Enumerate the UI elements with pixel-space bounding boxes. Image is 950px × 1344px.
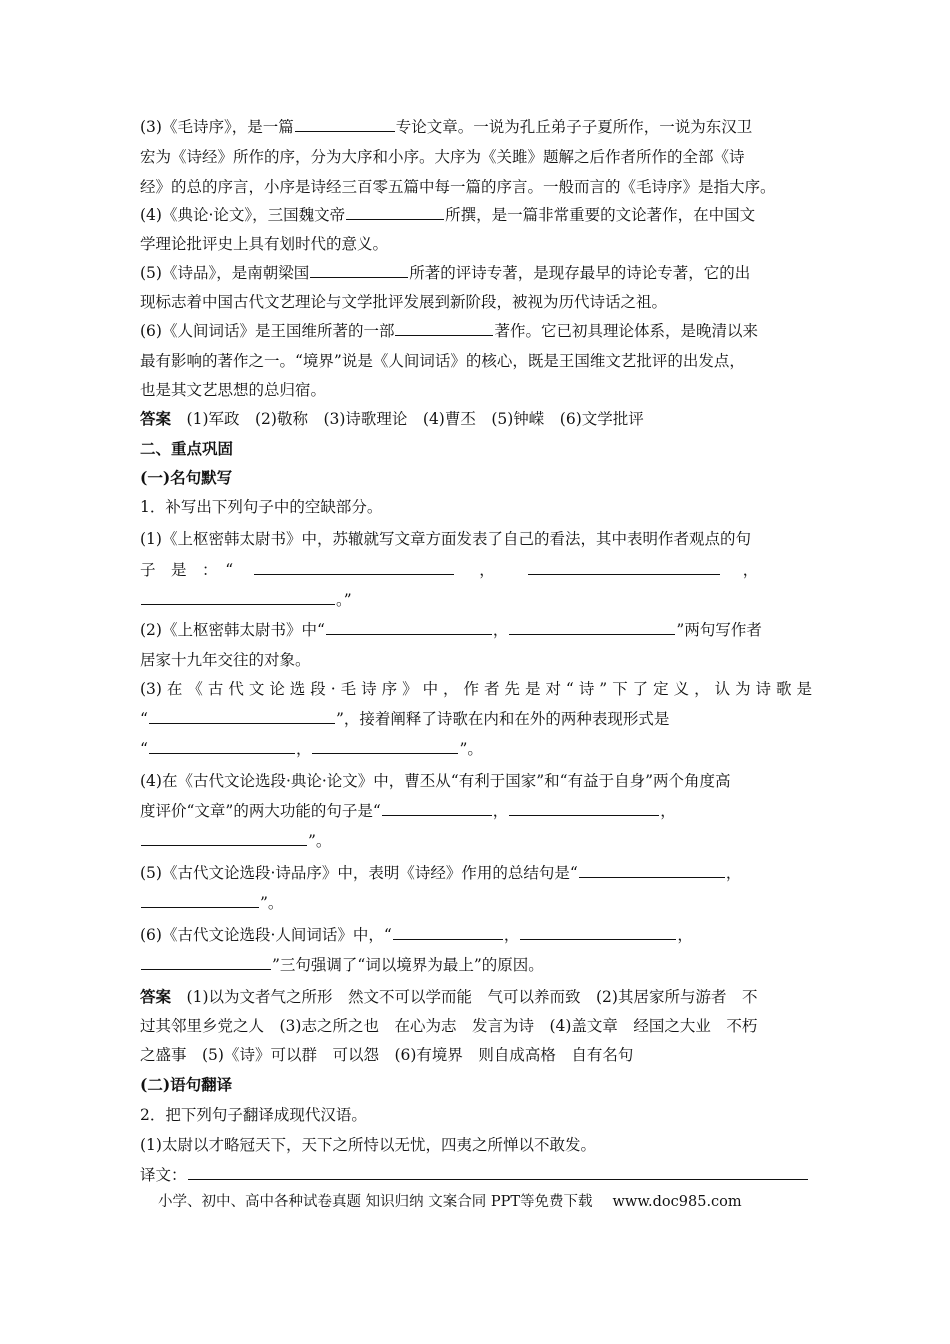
text-line: (1)《上枢密韩太尉书》中，苏辙就写文章方面发表了自己的看法，其中表明作者观点的句 [140, 530, 751, 548]
answer-line [140, 986, 812, 1008]
blank-line [520, 924, 676, 940]
blank-line [395, 320, 493, 336]
blank-line [141, 892, 259, 908]
text: ”三句强调了“词以境界为最上”的原因。 [272, 956, 544, 974]
blank-line [312, 738, 458, 754]
blank-line [509, 619, 675, 635]
footer-text: 小学、初中、高中各种试卷真题 知识归纳 文案合同 PPT等免费下载 [158, 1194, 593, 1210]
text-line [140, 892, 812, 914]
text-line [140, 204, 812, 226]
text-line: 宏为《诗经》所作的序，分为大序和小序。大序为《关雎》题解之后作者所作的全部《诗 [140, 148, 745, 166]
text: ， [660, 802, 676, 820]
text: (3)《毛诗序》，是一篇 [140, 118, 294, 136]
text: ， [503, 926, 520, 944]
text-line [140, 262, 812, 284]
text: 专论文章。一说为孔丘弟子子夏所作，一说为东汉卫 [395, 118, 753, 136]
text: ”，接着阐释了诗歌在内和在外的两种表现形式是 [335, 710, 670, 728]
text-line [140, 800, 812, 822]
text: ”。 [459, 740, 483, 758]
text-line [140, 738, 812, 760]
text-line [140, 116, 812, 138]
subsection-heading: (一)名句默写 [140, 468, 233, 487]
answer-text: (1)军政 (2)敬称 (3)诗歌理论 (4)曹丕 (5)钟嵘 (6)文学批评 [186, 410, 644, 428]
text-line: 经》的总的序言，小序是诗经三百零五篇中每一篇的序言。一般而言的《毛诗序》是指大序。 [140, 178, 776, 196]
blank-line [254, 559, 454, 575]
blank-line [310, 262, 408, 278]
text: ， [742, 561, 759, 579]
text: 所著的评诗专著，是现存最早的诗论专著，它的出 [409, 264, 751, 282]
text: ， [479, 561, 495, 579]
blank-line [149, 738, 295, 754]
blank-line [393, 924, 503, 940]
text: (5)《古代文论选段·诗品序》中，表明《诗经》作用的总结句是“ [140, 864, 578, 882]
text: 所撰，是一篇非常重要的文论著作，在中国文 [445, 206, 756, 224]
text: 度评价“文章”的两大功能的句子是“ [140, 802, 381, 820]
footer-link: www.doc985.com [612, 1194, 742, 1210]
subsection-heading: (二)语句翻译 [140, 1075, 233, 1094]
text: (4)《典论·论文》，三国魏文帝 [140, 206, 346, 224]
text: (2)《上枢密韩太尉书》中“ [140, 621, 325, 639]
text: 子 是 ： “ [140, 561, 234, 579]
answer-line: 过其邻里乡党之人 (3)志之所之也 在心为志 发言为诗 (4)盖文章 经国之大业 不朽 [140, 1017, 758, 1035]
question-line: 2．把下列句子翻译成现代汉语。 [140, 1106, 367, 1124]
blank-line [141, 589, 335, 605]
blank-line [188, 1164, 808, 1180]
text-line [140, 559, 812, 581]
text-line [140, 830, 812, 852]
answer-label: 答案 [140, 987, 172, 1006]
translation-line [140, 1164, 812, 1186]
answer-text: (1)以为文者气之所形 然文不可以学而能 气可以养而致 (2)其居家所与游者 不 [186, 988, 758, 1006]
page-footer [158, 1192, 798, 1212]
text-line: 现标志着中国古代文艺理论与文学批评发展到新阶段，被视为历代诗话之祖。 [140, 293, 668, 311]
text: ”两句写作者 [676, 621, 762, 639]
answer-line: 之盛事 (5)《诗》可以群 可以怨 (6)有境界 则自成高格 自有名句 [140, 1046, 634, 1064]
blank-line [295, 116, 395, 132]
text: “ [140, 710, 148, 728]
text-line: 居家十九年交往的对象。 [140, 651, 311, 669]
text-line [140, 320, 812, 342]
text-line: (3)在《古代文论选段·毛诗序》中，作者先是对“诗”下了定义，认为诗歌是 [140, 680, 812, 698]
blank-line [141, 830, 307, 846]
blank-line [579, 862, 725, 878]
text-line [140, 589, 812, 611]
text-line [140, 619, 812, 641]
text: ”。 [260, 894, 284, 912]
text-line: 也是其文艺思想的总归宿。 [140, 381, 327, 399]
text-line: 学理论批评史上具有划时代的意义。 [140, 235, 389, 253]
question-line: 1．补写出下列句子中的空缺部分。 [140, 498, 383, 516]
text: (5)《诗品》，是南朝梁国 [140, 264, 310, 282]
text: 。” [336, 591, 352, 609]
text-line: (1)太尉以才略冠天下，天下之所恃以无忧，四夷之所惮以不敢发。 [140, 1136, 596, 1154]
text: ， [492, 621, 509, 639]
text: 著作。它已初具理论体系，是晚清以来 [494, 322, 758, 340]
blank-line [346, 204, 444, 220]
text: ”。 [308, 832, 332, 850]
text-line [140, 954, 812, 976]
text-line [140, 708, 812, 730]
translation-label: 译文： [140, 1166, 187, 1184]
text: (6)《古代文论选段·人间词话》中，“ [140, 926, 392, 944]
blank-line [382, 800, 492, 816]
blank-line [141, 954, 271, 970]
blank-line [149, 708, 335, 724]
text: ， [295, 740, 312, 758]
text-line [140, 862, 812, 884]
blank-line [509, 800, 659, 816]
text: ， [677, 926, 693, 944]
text: ， [492, 802, 509, 820]
blank-line [326, 619, 492, 635]
text-line [140, 924, 812, 946]
text: ， [725, 864, 742, 882]
blank-line [528, 559, 720, 575]
answer-line [140, 408, 812, 430]
section-heading: 二、重点巩固 [140, 439, 234, 458]
text-line: 最有影响的著作之一。“境界”说是《人间词话》的核心，既是王国维文艺批评的出发点， [140, 352, 745, 370]
answer-label: 答案 [140, 409, 172, 428]
text: (6)《人间词话》是王国维所著的一部 [140, 322, 395, 340]
text-line: (4)在《古代文论选段·典论·论文》中，曹丕从“有利于国家”和“有益于自身”两个角度高 [140, 772, 731, 790]
text: “ [140, 740, 148, 758]
